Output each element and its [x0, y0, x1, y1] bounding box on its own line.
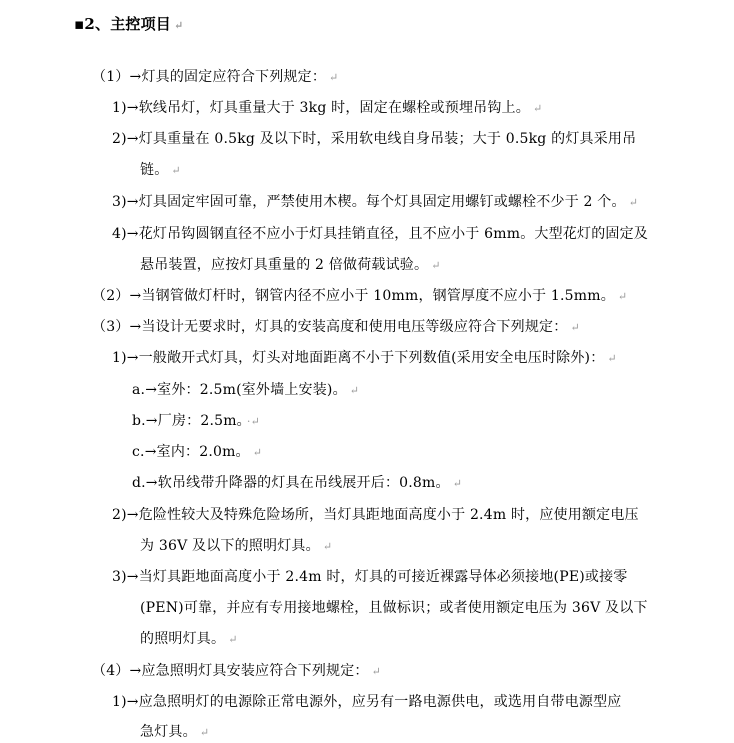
item-3-1-d: d.→软吊线带升降器的灯具在吊线展开后：0.8m。 ↵ — [132, 475, 463, 491]
paragraph-mark-icon: ↵ — [532, 102, 543, 115]
item-3-2-cont: 为 36V 及以下的照明灯具。 ↵ — [140, 538, 333, 554]
paragraph-mark-icon: ↵ — [322, 540, 333, 553]
item-3-1-a: a.→室外：2.5m(室外墙上安装)。 ↵ — [132, 382, 360, 398]
paragraph-mark-icon: ↵ — [617, 290, 628, 303]
paragraph-mark-icon: ↵ — [252, 446, 263, 459]
item-3-1-c: c.→室内：2.0m。 ↵ — [132, 444, 263, 460]
paragraph-mark-icon: ↵ — [349, 384, 360, 397]
paragraph-mark-icon: ↵ — [228, 633, 238, 646]
item-2: （2）→当钢管做灯杆时，钢管内径不应小于 10mm，钢管厚度不应小于 1.5mm。 ↵ — [92, 288, 628, 304]
item-4-1-cont: 急灯具。 ↵ — [140, 724, 210, 740]
item-1-2-cont: 链。 ↵ — [140, 162, 181, 178]
paragraph-mark-icon: ↵ — [199, 726, 210, 739]
paragraph-mark-icon: ↵ — [452, 477, 463, 490]
paragraph-mark-icon: ↵ — [174, 19, 184, 32]
item-3-3-cont2: 的照明灯具。 ↵ — [140, 631, 238, 647]
item-3-3: 3)→当灯具距地面高度小于 2.4m 时，灯具的可接近裸露导体必须接地(PE)或接零 — [112, 569, 628, 585]
paragraph-mark-icon: ↵ — [329, 71, 339, 84]
item-4: （4）→应急照明灯具安装应符合下列规定： ↵ — [92, 663, 382, 679]
item-1-1: 1)→软线吊灯，灯具重量大于 3kg 时，固定在螺栓或预埋吊钩上。 ↵ — [112, 100, 543, 116]
item-3-2: 2)→危险性较大及特殊危险场所，当灯具距地面高度小于 2.4m 时，应使用额定电压 — [112, 507, 639, 523]
paragraph-mark-icon: ↵ — [607, 352, 617, 365]
bullet-icon: ▪ — [74, 15, 85, 33]
item-1: （1）→灯具的固定应符合下列规定： ↵ — [92, 69, 339, 85]
paragraph-mark-icon: ↵ — [431, 259, 441, 272]
paragraph-mark-icon: ·↵ — [246, 415, 261, 428]
item-1-4-cont: 悬吊装置，应按灯具重量的 2 倍做荷载试验。 ↵ — [140, 257, 441, 273]
item-3-1-b: b.→厂房：2.5m。 ·↵ — [132, 413, 261, 429]
item-3: （3）→当设计无要求时，灯具的安装高度和使用电压等级应符合下列规定： ↵ — [92, 319, 580, 335]
item-4-1: 1)→应急照明灯的电源除正常电源外，应另有一路电源供电，或选用自带电源型应 — [112, 694, 622, 710]
heading-text: 2、主控项目 — [84, 15, 172, 33]
item-1-4: 4)→花灯吊钩圆钢直径不应小于灯具挂销直径，且不应小于 6mm。大型花灯的固定及 — [112, 226, 649, 242]
item-1-3: 3)→灯具固定牢固可靠，严禁使用木楔。每个灯具固定用螺钉或螺栓不少于 2 个。 ↵ — [112, 194, 639, 210]
section-heading — [74, 14, 183, 36]
paragraph-mark-icon: ↵ — [570, 321, 580, 334]
paragraph-mark-icon: ↵ — [171, 164, 181, 177]
item-3-3-cont1: (PEN)可靠，并应有专用接地螺栓，且做标识；或者使用额定电压为 36V 及以下 — [140, 600, 648, 616]
paragraph-mark-icon: ↵ — [628, 196, 639, 209]
paragraph-mark-icon: ↵ — [371, 665, 382, 678]
item-3-1: 1)→一般敞开式灯具，灯头对地面距离不小于下列数值(采用安全电压时除外)： ↵ — [112, 350, 617, 366]
item-1-2: 2)→灯具重量在 0.5kg 及以下时，采用软电线自身吊装；大于 0.5kg 的灯具采用吊 — [112, 131, 637, 147]
